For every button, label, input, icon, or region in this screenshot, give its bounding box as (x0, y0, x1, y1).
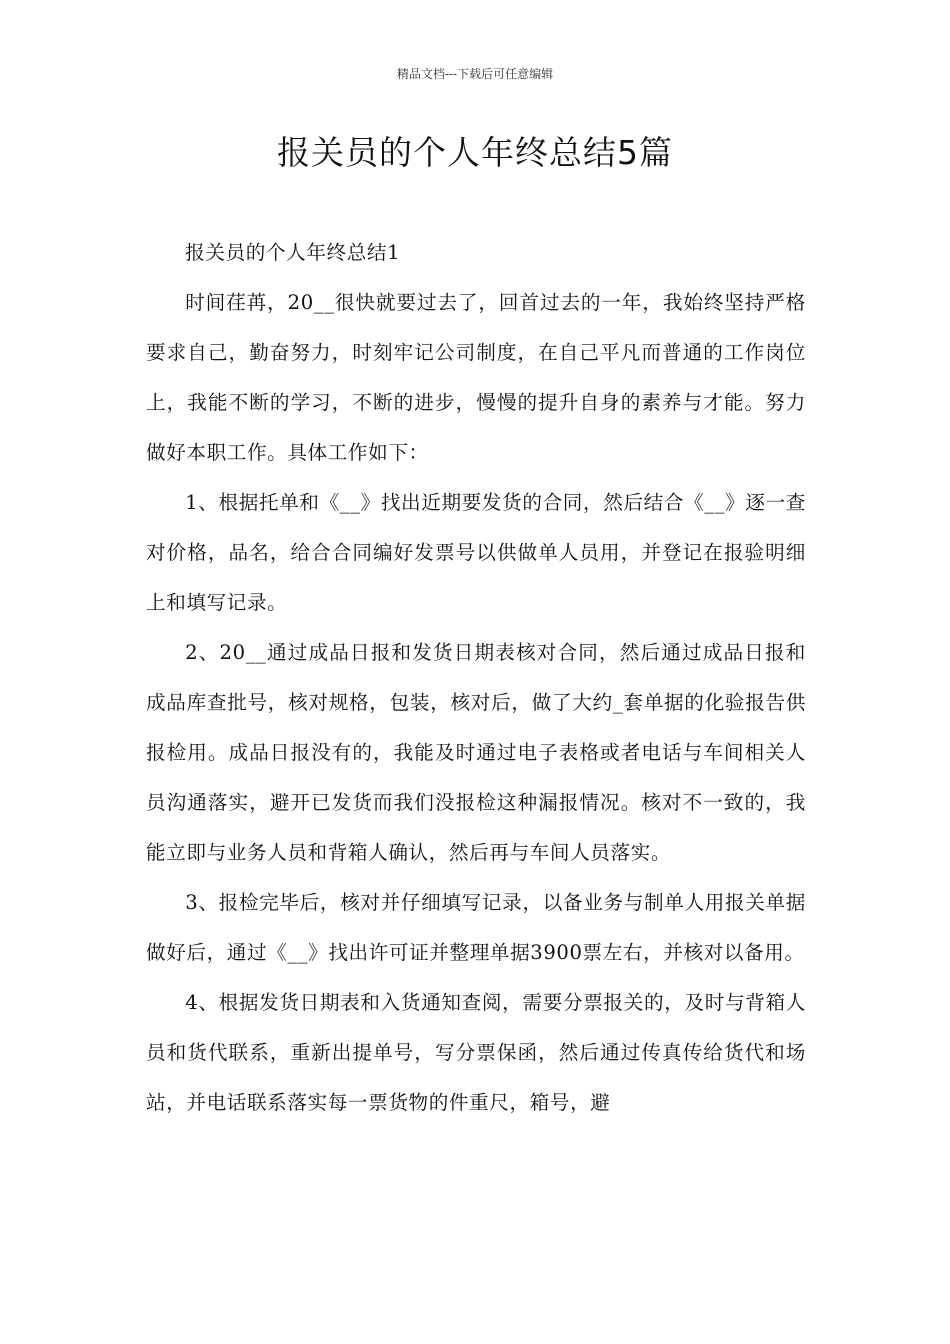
header-note: 精品文档---下载后可任意编辑 (396, 67, 554, 81)
paragraph-item-3: 3、报检完毕后，核对并仔细填写记录，以备业务与制单人用报关单据做好后，通过《__》找出许可证并整理单据3900票左右，并核对以备用。 (146, 891, 806, 964)
paragraph-item-1: 1、根据托单和《__》找出近期要发货的合同，然后结合《__》逐一查对价格，品名，给合合同编好发票号以供做单人员用，并登记在报验明细上和填写记录。 (146, 491, 806, 614)
document-title: 报关员的个人年终总结5篇 (277, 133, 673, 172)
section-heading: 报关员的个人年终总结1 (185, 241, 401, 264)
paragraph-item-4: 4、根据发货日期表和入货通知查阅，需要分票报关的，及时与背箱人员和货代联系，重新出提单号，写分票保函，然后通过传真传给货代和场站，并电话联系落实每一票货物的件重尺，箱号，避 (146, 991, 806, 1114)
paragraph-item-2: 2、20__通过成品日报和发货日期表核对合同，然后通过成品日报和成品库查批号，核对规格，包装，核对后，做了大约_套单据的化验报告供报检用。成品日报没有的，我能及时通过电子表格或者电话与车间相关人员沟通落实，避开已发货而我们没报检这种漏报情况。核对不一致的，我能立即与业务人员和背箱人确认，然后再与车间人员落实。 (146, 641, 806, 864)
document-body (146, 228, 806, 1128)
paragraph-intro: 时间荏苒，20__很快就要过去了，回首过去的一年，我始终坚持严格要求自己，勤奋努力，时刻牢记公司制度，在自己平凡而普通的工作岗位上，我能不断的学习，不断的进步，慢慢的提升自身的素养与才能。努力做好本职工作。具体工作如下： (146, 291, 806, 464)
